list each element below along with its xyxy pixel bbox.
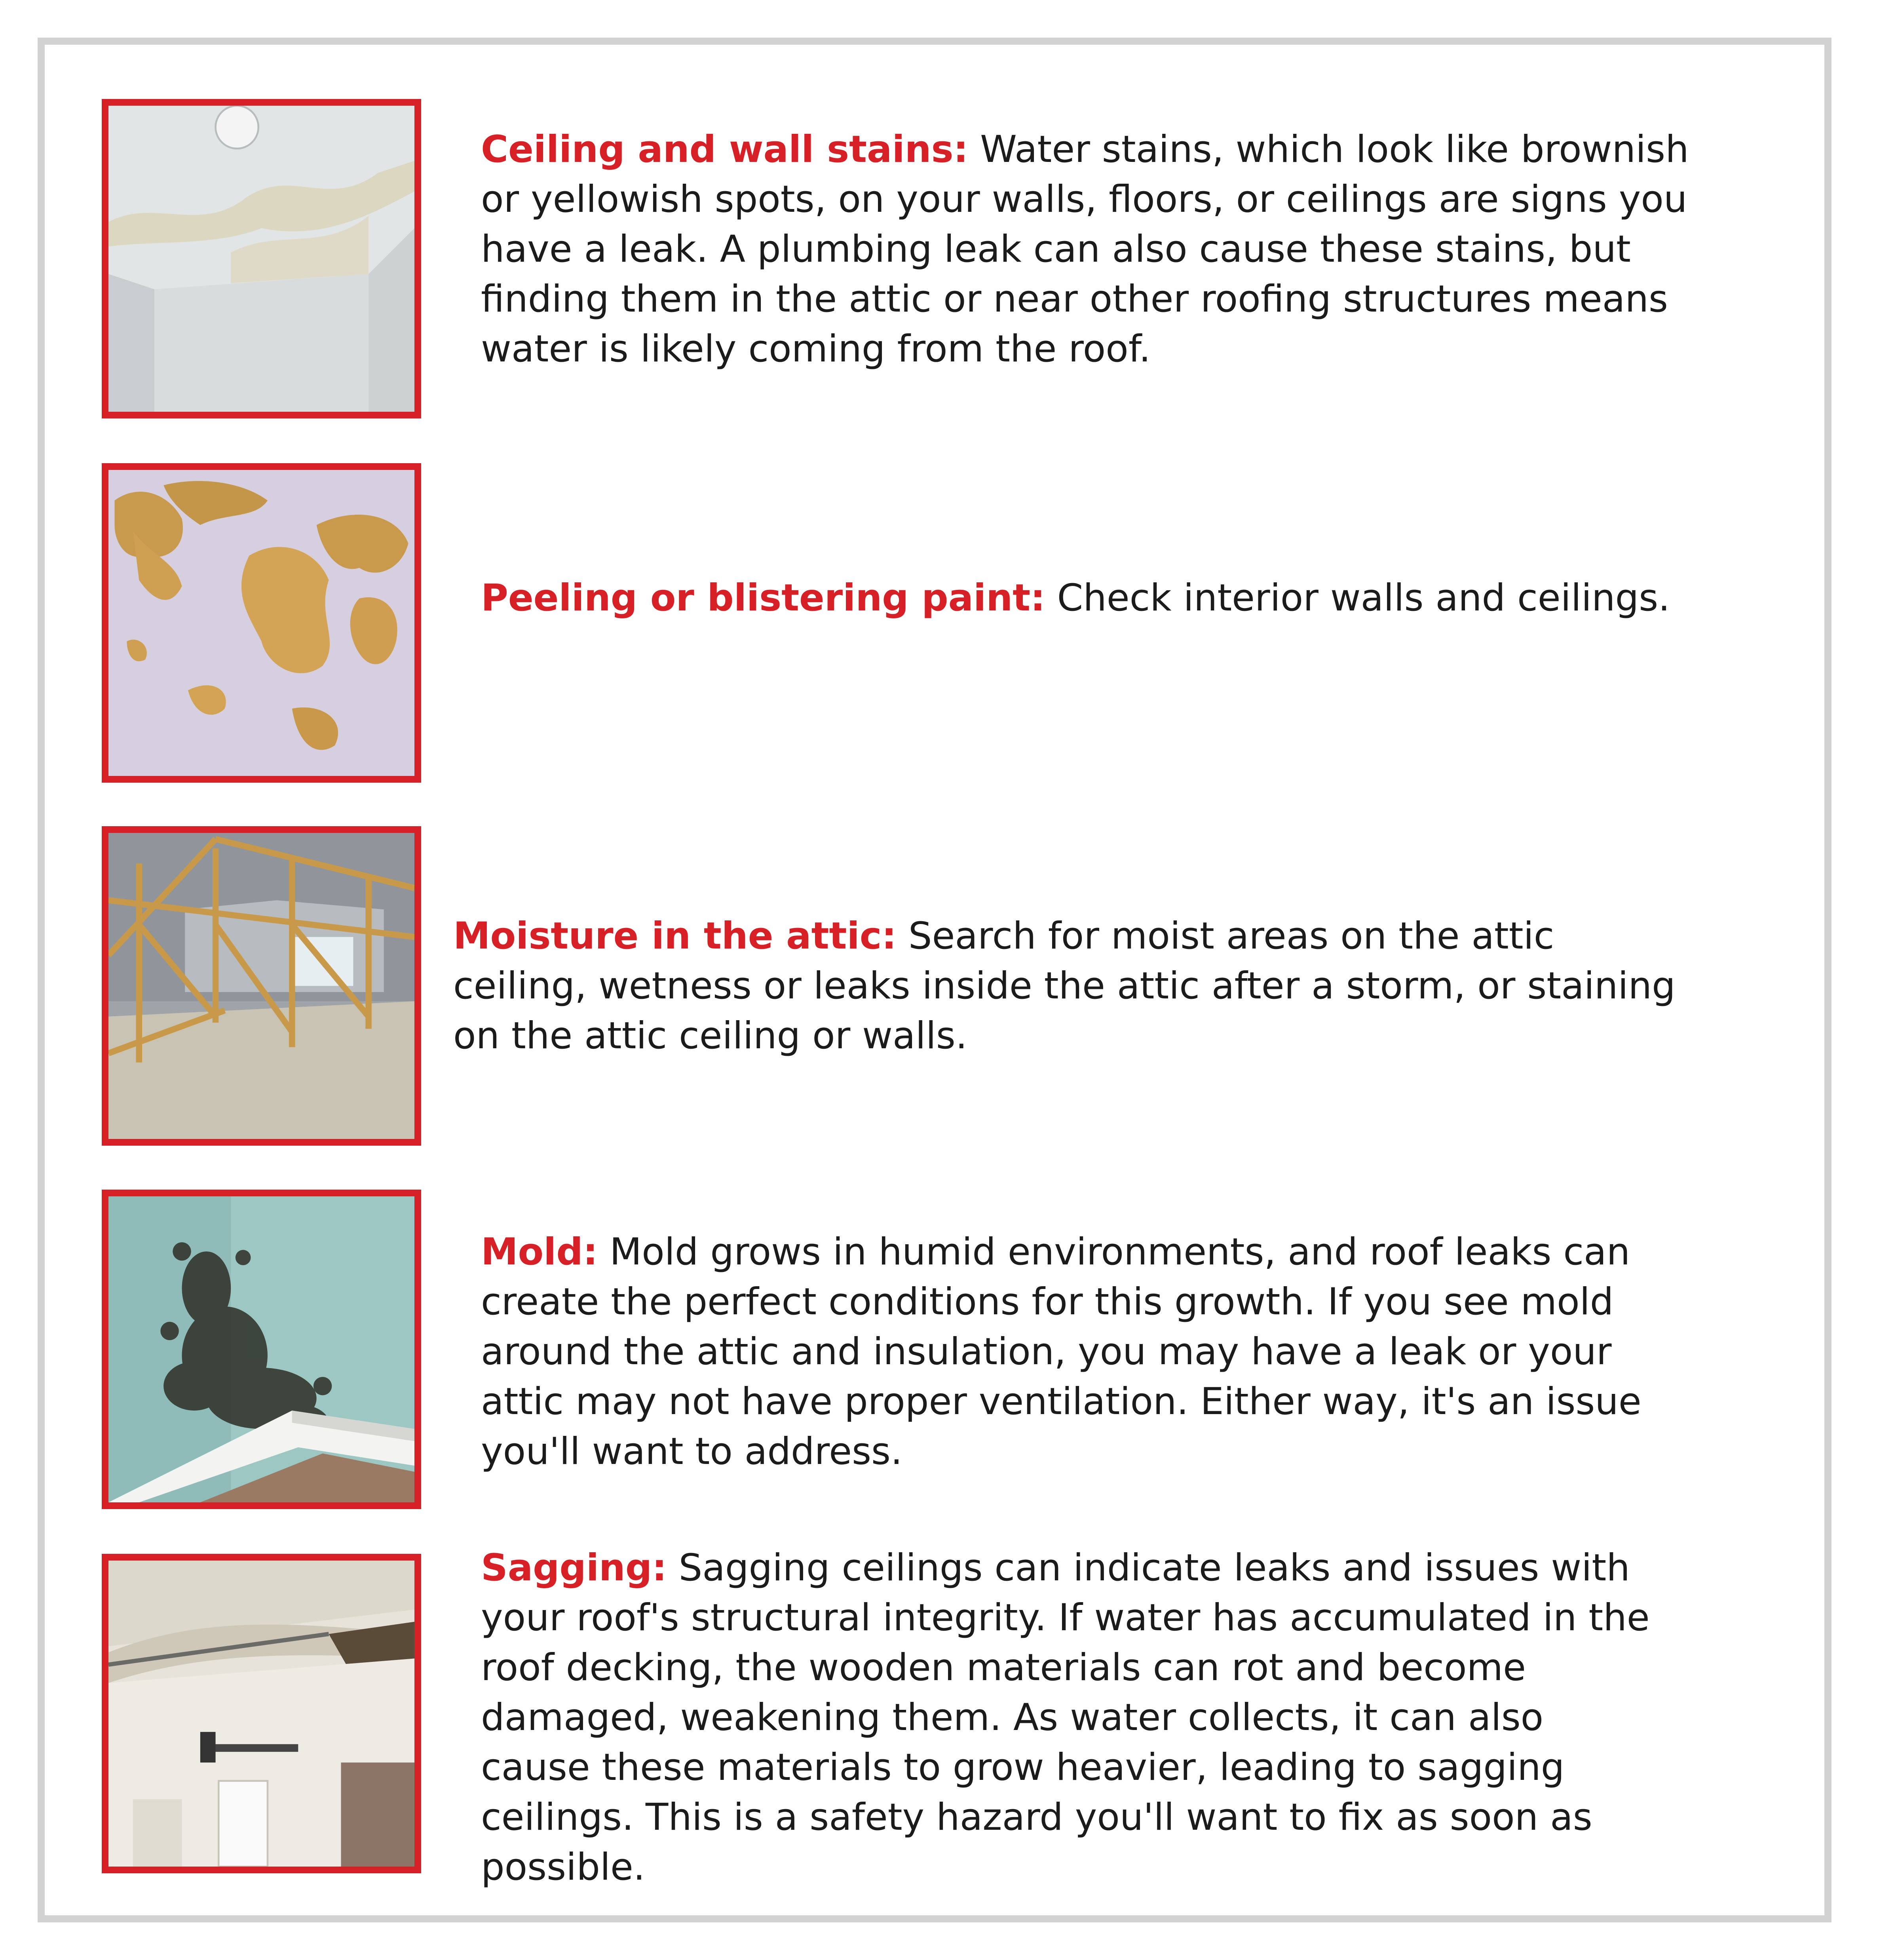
text-line bbox=[453, 911, 1676, 961]
text-line bbox=[481, 1543, 1650, 1593]
attic-photo bbox=[102, 826, 421, 1146]
text-line: possible. bbox=[481, 1846, 645, 1889]
item-text-sagging bbox=[481, 1543, 1650, 1892]
item-text-ceiling-stains bbox=[481, 125, 1689, 374]
text-line: attic may not have proper ventilation. Either way, it's an issue bbox=[481, 1380, 1642, 1423]
text-line bbox=[481, 573, 1670, 623]
text-line: finding them in the attic or near other roofing structures means bbox=[481, 278, 1668, 321]
item-heading: Mold: bbox=[481, 1230, 598, 1274]
ceiling-stain-photo bbox=[102, 99, 421, 418]
text-line: you'll want to address. bbox=[481, 1430, 902, 1473]
item-body: Sagging ceilings can indicate leaks and issues with bbox=[667, 1546, 1630, 1589]
item-body: Mold grows in humid environments, and roof leaks can bbox=[598, 1230, 1630, 1274]
text-line: around the attic and insulation, you may have a leak or your bbox=[481, 1330, 1612, 1373]
item-heading: Ceiling and wall stains: bbox=[481, 128, 969, 171]
item-body: Search for moist areas on the attic bbox=[897, 914, 1554, 958]
text-line: or yellowish spots, on your walls, floors, or ceilings are signs you bbox=[481, 178, 1687, 221]
item-heading: Moisture in the attic: bbox=[453, 914, 897, 958]
peeling-paint-photo bbox=[102, 463, 421, 783]
text-line bbox=[481, 125, 1689, 175]
text-line: create the perfect conditions for this growth. If you see mold bbox=[481, 1280, 1614, 1323]
text-line: water is likely coming from the roof. bbox=[481, 327, 1151, 371]
text-line: have a leak. A plumbing leak can also cause these stains, but bbox=[481, 228, 1631, 271]
text-line: on the attic ceiling or walls. bbox=[453, 1014, 967, 1057]
item-body: Water stains, which look like brownish bbox=[968, 128, 1689, 171]
item-text-peeling-paint bbox=[481, 573, 1670, 623]
item-heading: Sagging: bbox=[481, 1546, 667, 1589]
item-heading: Peeling or blistering paint: bbox=[481, 576, 1045, 620]
text-line: roof decking, the wooden materials can rot and become bbox=[481, 1646, 1526, 1689]
item-body: Check interior walls and ceilings. bbox=[1045, 576, 1670, 620]
text-line: ceiling, wetness or leaks inside the attic after a storm, or staining bbox=[453, 964, 1676, 1008]
text-line: your roof's structural integrity. If water has accumulated in the bbox=[481, 1596, 1650, 1639]
item-text-moisture-attic bbox=[453, 911, 1676, 1061]
item-text-mold bbox=[481, 1227, 1642, 1477]
text-line: cause these materials to grow heavier, leading to sagging bbox=[481, 1746, 1565, 1789]
text-line: damaged, weakening them. As water collects, it can also bbox=[481, 1696, 1544, 1739]
sagging-ceiling-photo bbox=[102, 1554, 421, 1873]
text-line bbox=[481, 1227, 1642, 1277]
text-line: ceilings. This is a safety hazard you'll want to fix as soon as bbox=[481, 1796, 1592, 1839]
mold-photo bbox=[102, 1190, 421, 1509]
